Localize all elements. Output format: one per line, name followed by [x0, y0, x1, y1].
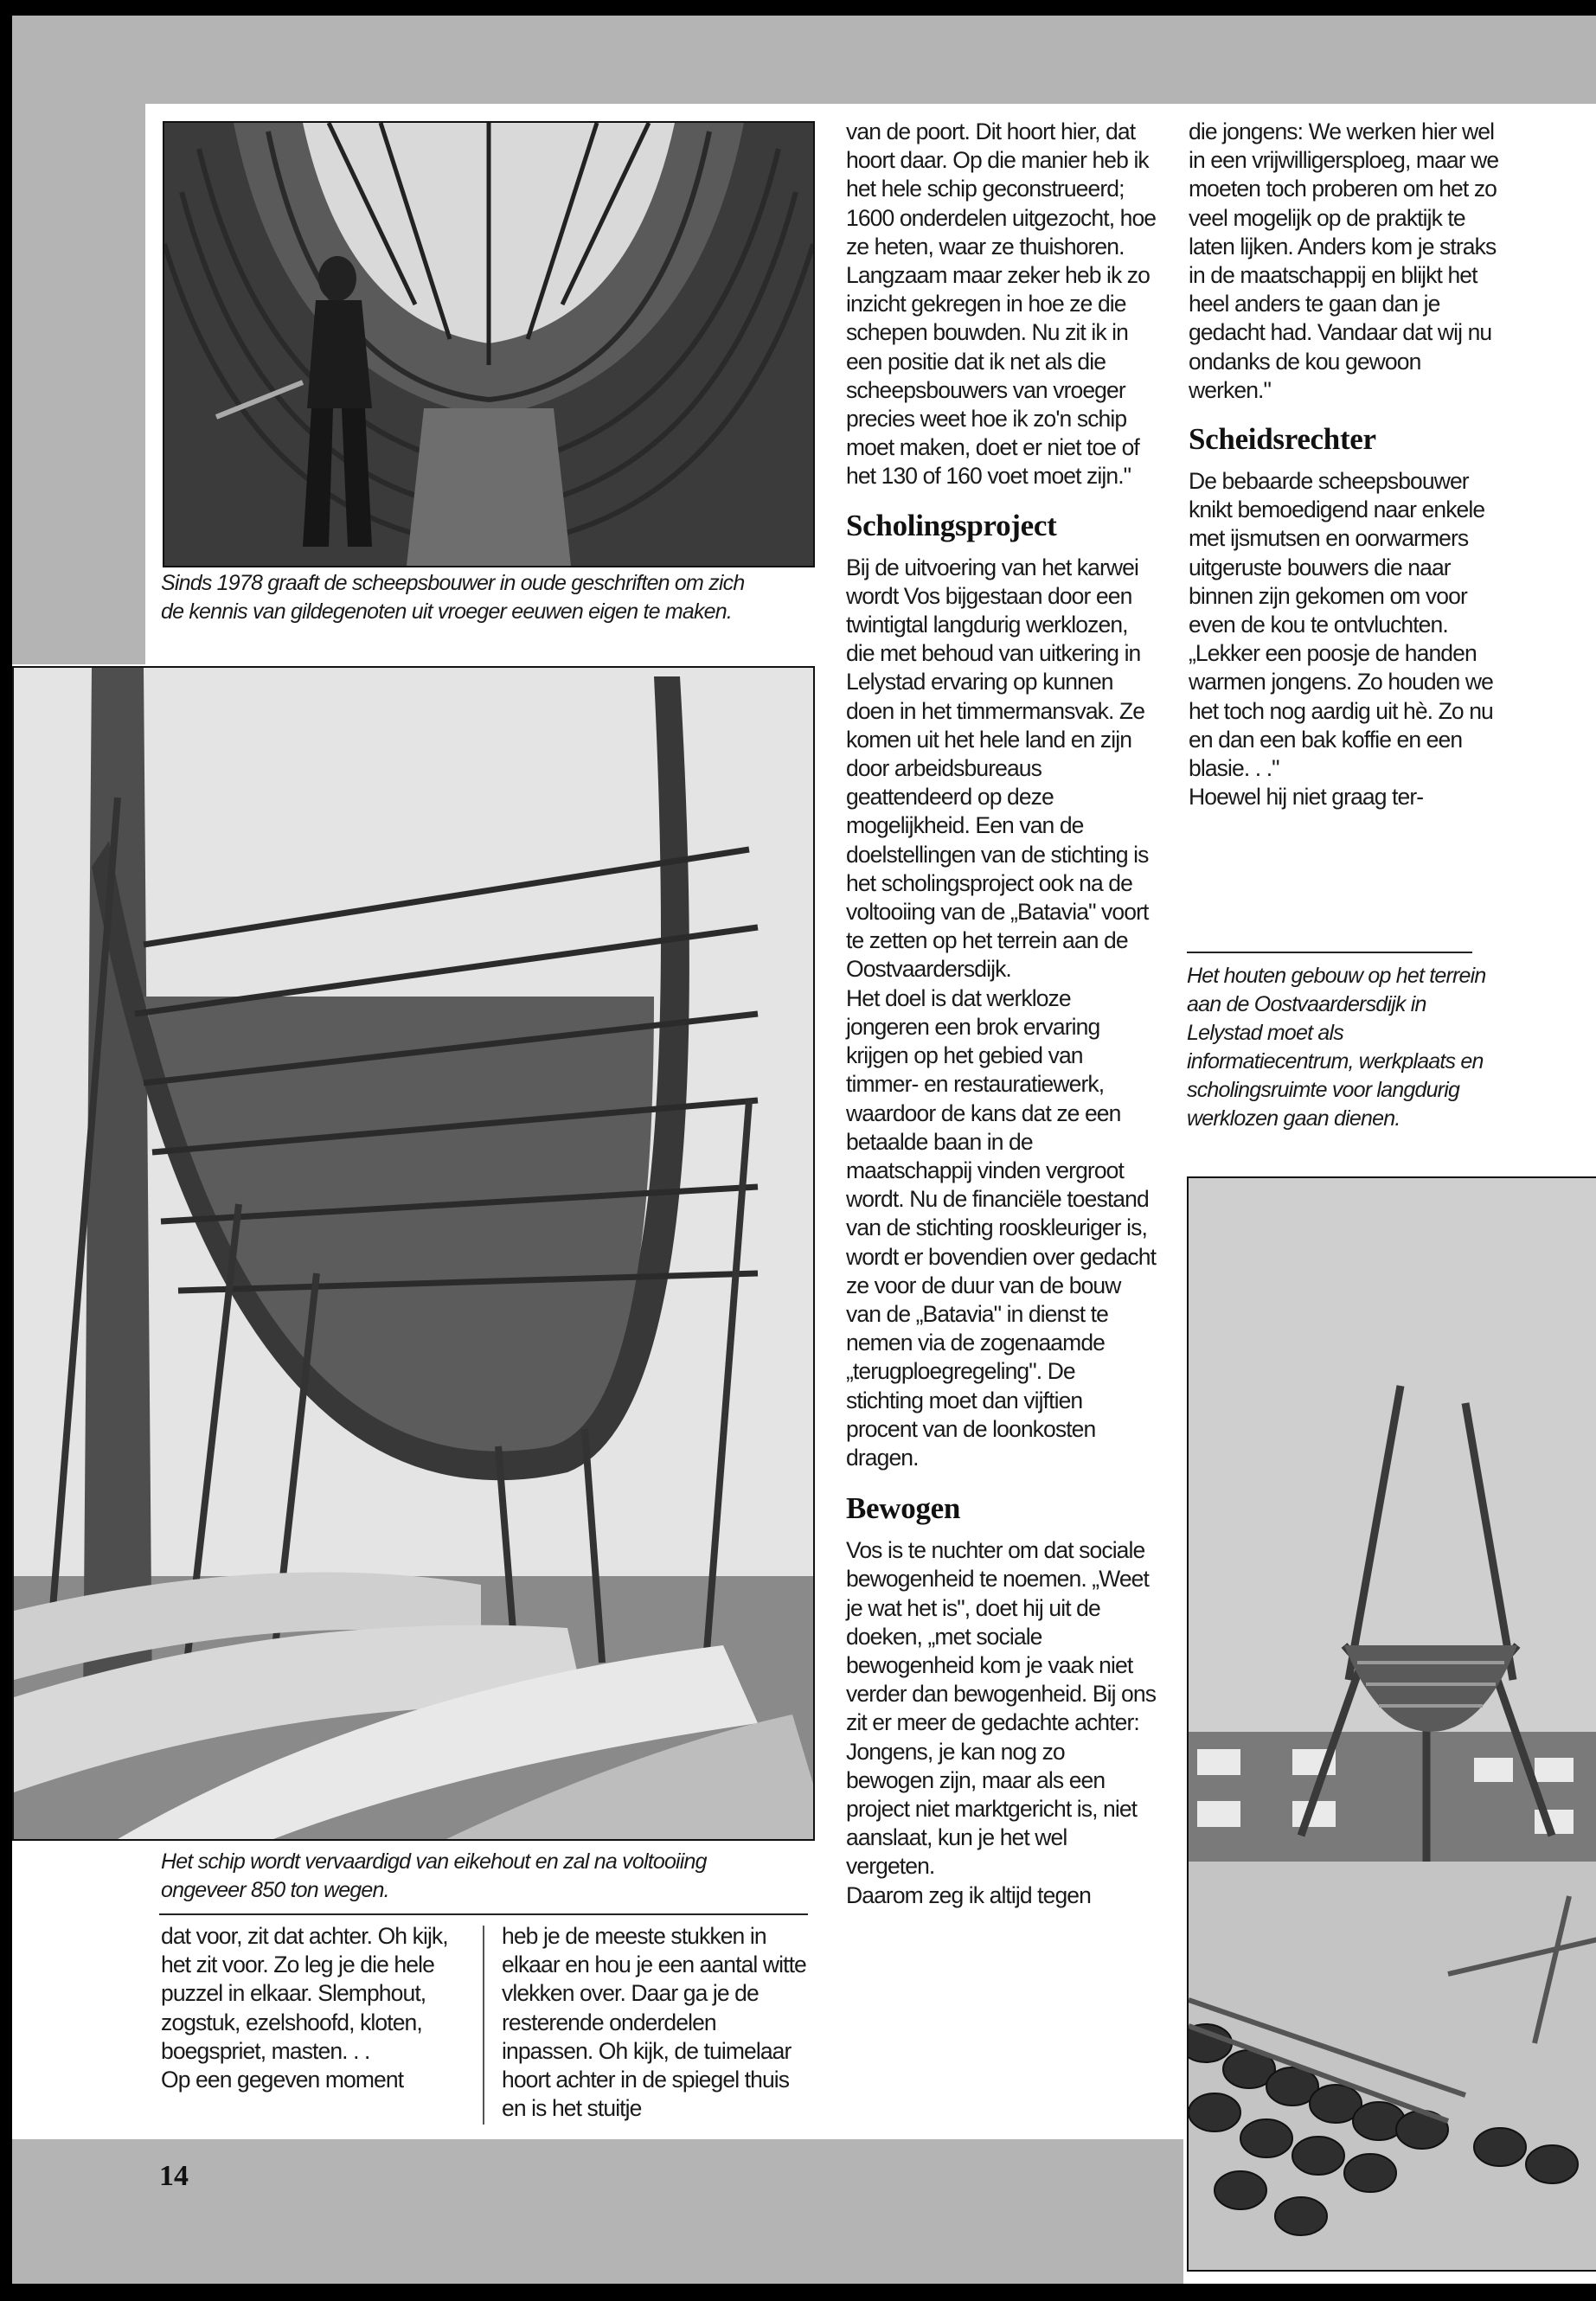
right-col-intro: die jongens: We werken hier wel in een vrijwilligersploeg, maar we moeten toch proberen om het zo veel mogelijk op de praktijk te laten lijken. Anders kom je straks in de maatschappij en blijkt het heel anders te gaan dan je gedacht had. Vandaar dat wij nu ondanks de kou gewoon werken.": [1189, 119, 1499, 403]
photo-ship-hull-graphic: [14, 668, 813, 1839]
heading-scheidsrechter: Scheidsrechter: [1189, 422, 1376, 457]
photo-ship-hull: [12, 666, 815, 1841]
right-column: [1189, 118, 1500, 811]
photo-building-frame-graphic: [1189, 1178, 1596, 2270]
photo-hull-interior-graphic: [164, 123, 813, 566]
middle-col-paragraph-4: Daarom zeg ik altijd tegen: [846, 1881, 1091, 1908]
middle-col-paragraph-1: Bij de uitvoering van het karwei wordt Vos bijgestaan door een twintigtal langdurig werklozen, die met behoud van uitkering in Lelystad ervaring op kunnen doen in het timmermansvak. Ze komen uit het hele land en zijn door arbeidsbureaus geattendeerd op deze mogelijkheid. Een van de doelstellingen van de stichting is het scholingsproject ook na de voltooiing van de „Batavia" voort te zetten op het terrein aan de Oostvaardersdijk.: [846, 554, 1149, 983]
caption-middle-photo: Het schip wordt vervaardigd van eikehout en zal na voltooiing ongeveer 850 ton wegen.: [161, 1849, 707, 1902]
column-divider-bottom: [483, 1926, 484, 2125]
middle-column: [846, 118, 1157, 1910]
right-col-paragraph-3: Hoewel hij niet graag ter-: [1189, 784, 1424, 811]
bottom-left-column-2: [502, 1922, 811, 2123]
caption-right-photo: Het houten gebouw op het terrein aan de Oostvaardersdijk in Lelystad moet als informatiecentrum, werkplaats en scholingsruimte voor langdurig werklozen gaan dienen.: [1187, 964, 1486, 1131]
heading-bewogen: Bewogen: [846, 1491, 961, 1526]
scan-border-left: [0, 0, 12, 2301]
caption-top-photo: Sinds 1978 graaft de scheepsbouwer in oude geschriften om zich de kennis van gildegenoten uit vroeger eeuwen eigen te maken.: [161, 571, 745, 624]
scan-border-bottom: [0, 2284, 1596, 2301]
bottom-left-col2-text: heb je de meeste stukken in elkaar en hou je een aantal witte vlekken over. Daar ga je de resterende onderdelen inpassen. Oh kijk, de tuimelaar hoort achter in de spiegel thuis en is het stuitje: [502, 1923, 806, 2122]
heading-scholingsproject: Scholingsproject: [846, 508, 1057, 542]
bottom-left-col1-text: dat voor, zit dat achter. Oh kijk, het zit voor. Zo leg je die hele puzzel in elkaar. Slemphout, zogstuk, ezelshoofd, kloten, boegspriet, masten. . .: [161, 1923, 448, 2064]
bottom-left-col1-continuation: Op een gegeven moment: [161, 2067, 404, 2093]
middle-col-paragraph-3: Vos is te nuchter om dat sociale bewogenheid te noemen. „Weet je wat het is", doet hij uit de doeken, „met sociale bewogenheid kom je vaak niet verder dan bewogenheid. Bij ons zit er meer de gedachte achter: Jongens, je kan nog zo bewogen zijn, maar als een project niet marktgericht is, niet aanslaat, kun je het wel vergeten.: [846, 1537, 1157, 1880]
photo-building-frame: [1187, 1176, 1596, 2272]
bottom-left-column-1: [161, 1922, 472, 2094]
scan-border-top: [0, 0, 1596, 16]
right-col-paragraph-2: „Lekker een poosje de handen warmen jongens. Zo houden we het toch nog aardig uit hè. Zo nu en dan een bak koffie en een blasie. . .": [1189, 640, 1493, 782]
page-number: 14: [159, 2160, 189, 2192]
photo-hull-interior: [163, 121, 815, 567]
right-col-paragraph-1: De bebaarde scheepsbouwer knikt bemoedigend naar enkele met ijsmutsen en oorwarmers uitgeruste bouwers die naar binnen zijn gekomen om voor even de kou te ontvluchten.: [1189, 468, 1485, 638]
middle-col-intro: van de poort. Dit hoort hier, dat hoort daar. Op die manier heb ik het hele schip geconstrueerd; 1600 onderdelen uitgezocht, hoe ze heten, waar ze thuishoren. Langzaam maar zeker heb ik zo inzicht gekregen in hoe ze die schepen bouwden. Nu zit ik in een positie dat ik net als die scheepsbouwers van vroeger precies weet hoe ik zo'n schip moet maken, doet er niet toe of het 130 of 160 voet moet zijn.": [846, 119, 1157, 490]
caption-rule-right: [1187, 952, 1472, 953]
middle-col-paragraph-2: Het doel is dat werkloze jongeren een brok ervaring krijgen op het gebied van timmer- en restauratiewerk, waardoor de kans dat ze een betaalde baan in de maatschappij vinden vergroot wordt. Nu de financiële toestand van de stichting rooskleuriger is, wordt er bovendien over gedacht ze voor de duur van de bouw van de „Batavia" in dienst te nemen via de zogenaamde „terugploegregeling". De stichting moet dan vijftien procent van de loonkosten dragen.: [846, 984, 1157, 1471]
caption-rule-middle: [159, 1913, 808, 1915]
